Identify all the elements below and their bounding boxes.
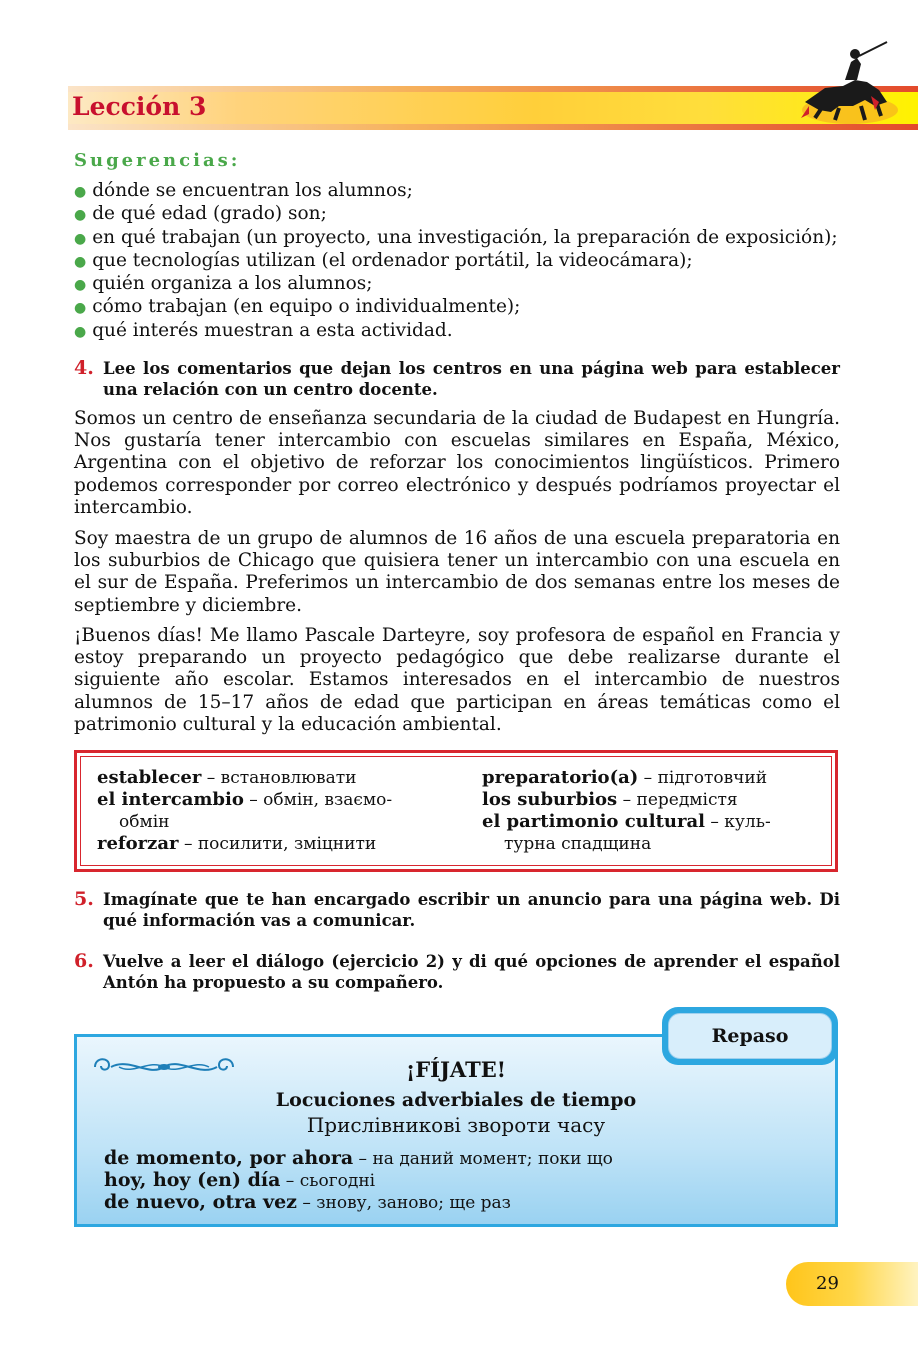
vocab-entry: el intercambio – обмін, взаємо-	[97, 789, 393, 810]
list-item: ● cómo trabajan (en equipo o individualmente);	[74, 296, 521, 318]
list-item: ● que tecnologías utilizan (el ordenador portátil, la videocámara);	[74, 249, 693, 271]
bullet-icon: ●	[74, 277, 87, 294]
vocab-entry: preparatorio(a) – підготовчий	[482, 767, 768, 788]
exercise-number: 4.	[74, 357, 94, 379]
fijate-subtitle-uk: Прислівникові звороти часу	[306, 1113, 606, 1137]
comment-paragraph-2: Soy maestra de un grupo de alumnos de 16 años de una escuela preparatoria en los suburbios de Chicago que quisiera tener un intercambio con una escuela en el sur de España. Preferimos un intercambio de dos semanas entre los meses de septiembre y diciembre.	[74, 528, 840, 616]
header-stripe-bottom	[68, 124, 918, 130]
exercise-number: 5.	[74, 888, 94, 910]
fijate-title: ¡FÍJATE!	[406, 1057, 506, 1082]
list-item: ● dónde se encuentran los alumnos;	[74, 180, 413, 201]
exercise-number: 6.	[74, 950, 94, 972]
vocab-entry: los suburbios – передмістя	[482, 789, 738, 810]
list-item: ● quién organiza a los alumnos;	[74, 273, 373, 295]
page-number-badge	[786, 1262, 918, 1306]
fijate-subtitle-es: Locuciones adverbiales de tiempo	[275, 1089, 637, 1111]
vocab-entry-continuation: обмін	[119, 812, 170, 832]
page-number: 29	[816, 1273, 839, 1294]
exercise-4	[74, 358, 840, 400]
list-item: ● en qué trabajan (un proyecto, una investigación, la preparación de exposición);	[74, 226, 838, 248]
bullet-icon: ●	[74, 184, 87, 200]
bullet-icon: ●	[74, 323, 87, 340]
vocab-entry: reforzar – посилити, зміцнити	[97, 833, 377, 854]
fijate-line: de momento, por ahora – на даний момент; поки що	[104, 1147, 613, 1169]
exercise-instruction: Lee los comentarios que dejan los centros en una página web para establecer una relación con un centro docente.	[103, 359, 840, 399]
don-quijote-emblem-icon	[795, 40, 905, 132]
vocab-entry: el partimonio cultural – куль-	[482, 811, 771, 832]
vocabulary-left-column	[97, 767, 437, 855]
sugerencias-title: Sugerencias:	[74, 150, 241, 171]
vocab-entry-continuation: турна спадщина	[504, 834, 652, 854]
list-item: ● de qué edad (grado) son;	[74, 203, 327, 225]
fijate-line: de nuevo, otra vez – знову, заново; ще раз	[104, 1191, 511, 1213]
comment-paragraph-3: ¡Buenos días! Me llamo Pascale Darteyre, soy profesora de español en Francia y estoy preparando un proyecto pedagógico que debe realizarse durante el siguiente año escolar. Estamos interesados en el intercambio de nuestros alumnos de 15–17 años de edad que participan en áreas temáticas como el patrimonio cultural y la educación ambiental.	[74, 625, 840, 735]
vocabulary-right-column	[482, 767, 827, 855]
bullet-icon: ●	[74, 230, 87, 247]
bullet-icon: ●	[74, 300, 87, 317]
exercise-5	[74, 889, 840, 931]
exercise-instruction: Vuelve a leer el diálogo (ejercicio 2) y di qué opciones de aprender el español Antón ha propuesto a su compañero.	[103, 952, 840, 992]
exercise-instruction: Imagínate que te han encargado escribir un anuncio para una página web. Di qué información vas a comunicar.	[103, 890, 840, 930]
comment-paragraph-1: Somos un centro de enseñanza secundaria de la ciudad de Budapest en Hungría. Nos gustaría tener intercambio con escuelas similares en España, México, Argentina con el objetivo de reforzar los conocimientos lingüísticos. Primero podemos corresponder por correo electrónico y después podríamos proyectar el intercambio.	[74, 408, 840, 518]
exercise-6	[74, 951, 840, 993]
lesson-title: Lección 3	[72, 92, 207, 121]
sugerencias-list	[74, 180, 838, 343]
fijate-line: hoy, hoy (en) día – сьогодні	[104, 1169, 376, 1191]
bullet-icon: ●	[74, 253, 87, 270]
vocab-entry: establecer – встановлювати	[97, 767, 357, 788]
repaso-tab: Repaso	[668, 1013, 832, 1059]
bullet-icon: ●	[74, 207, 87, 224]
vocabulary-box	[74, 750, 838, 872]
list-item: ● qué interés muestran a esta actividad.	[74, 319, 453, 341]
